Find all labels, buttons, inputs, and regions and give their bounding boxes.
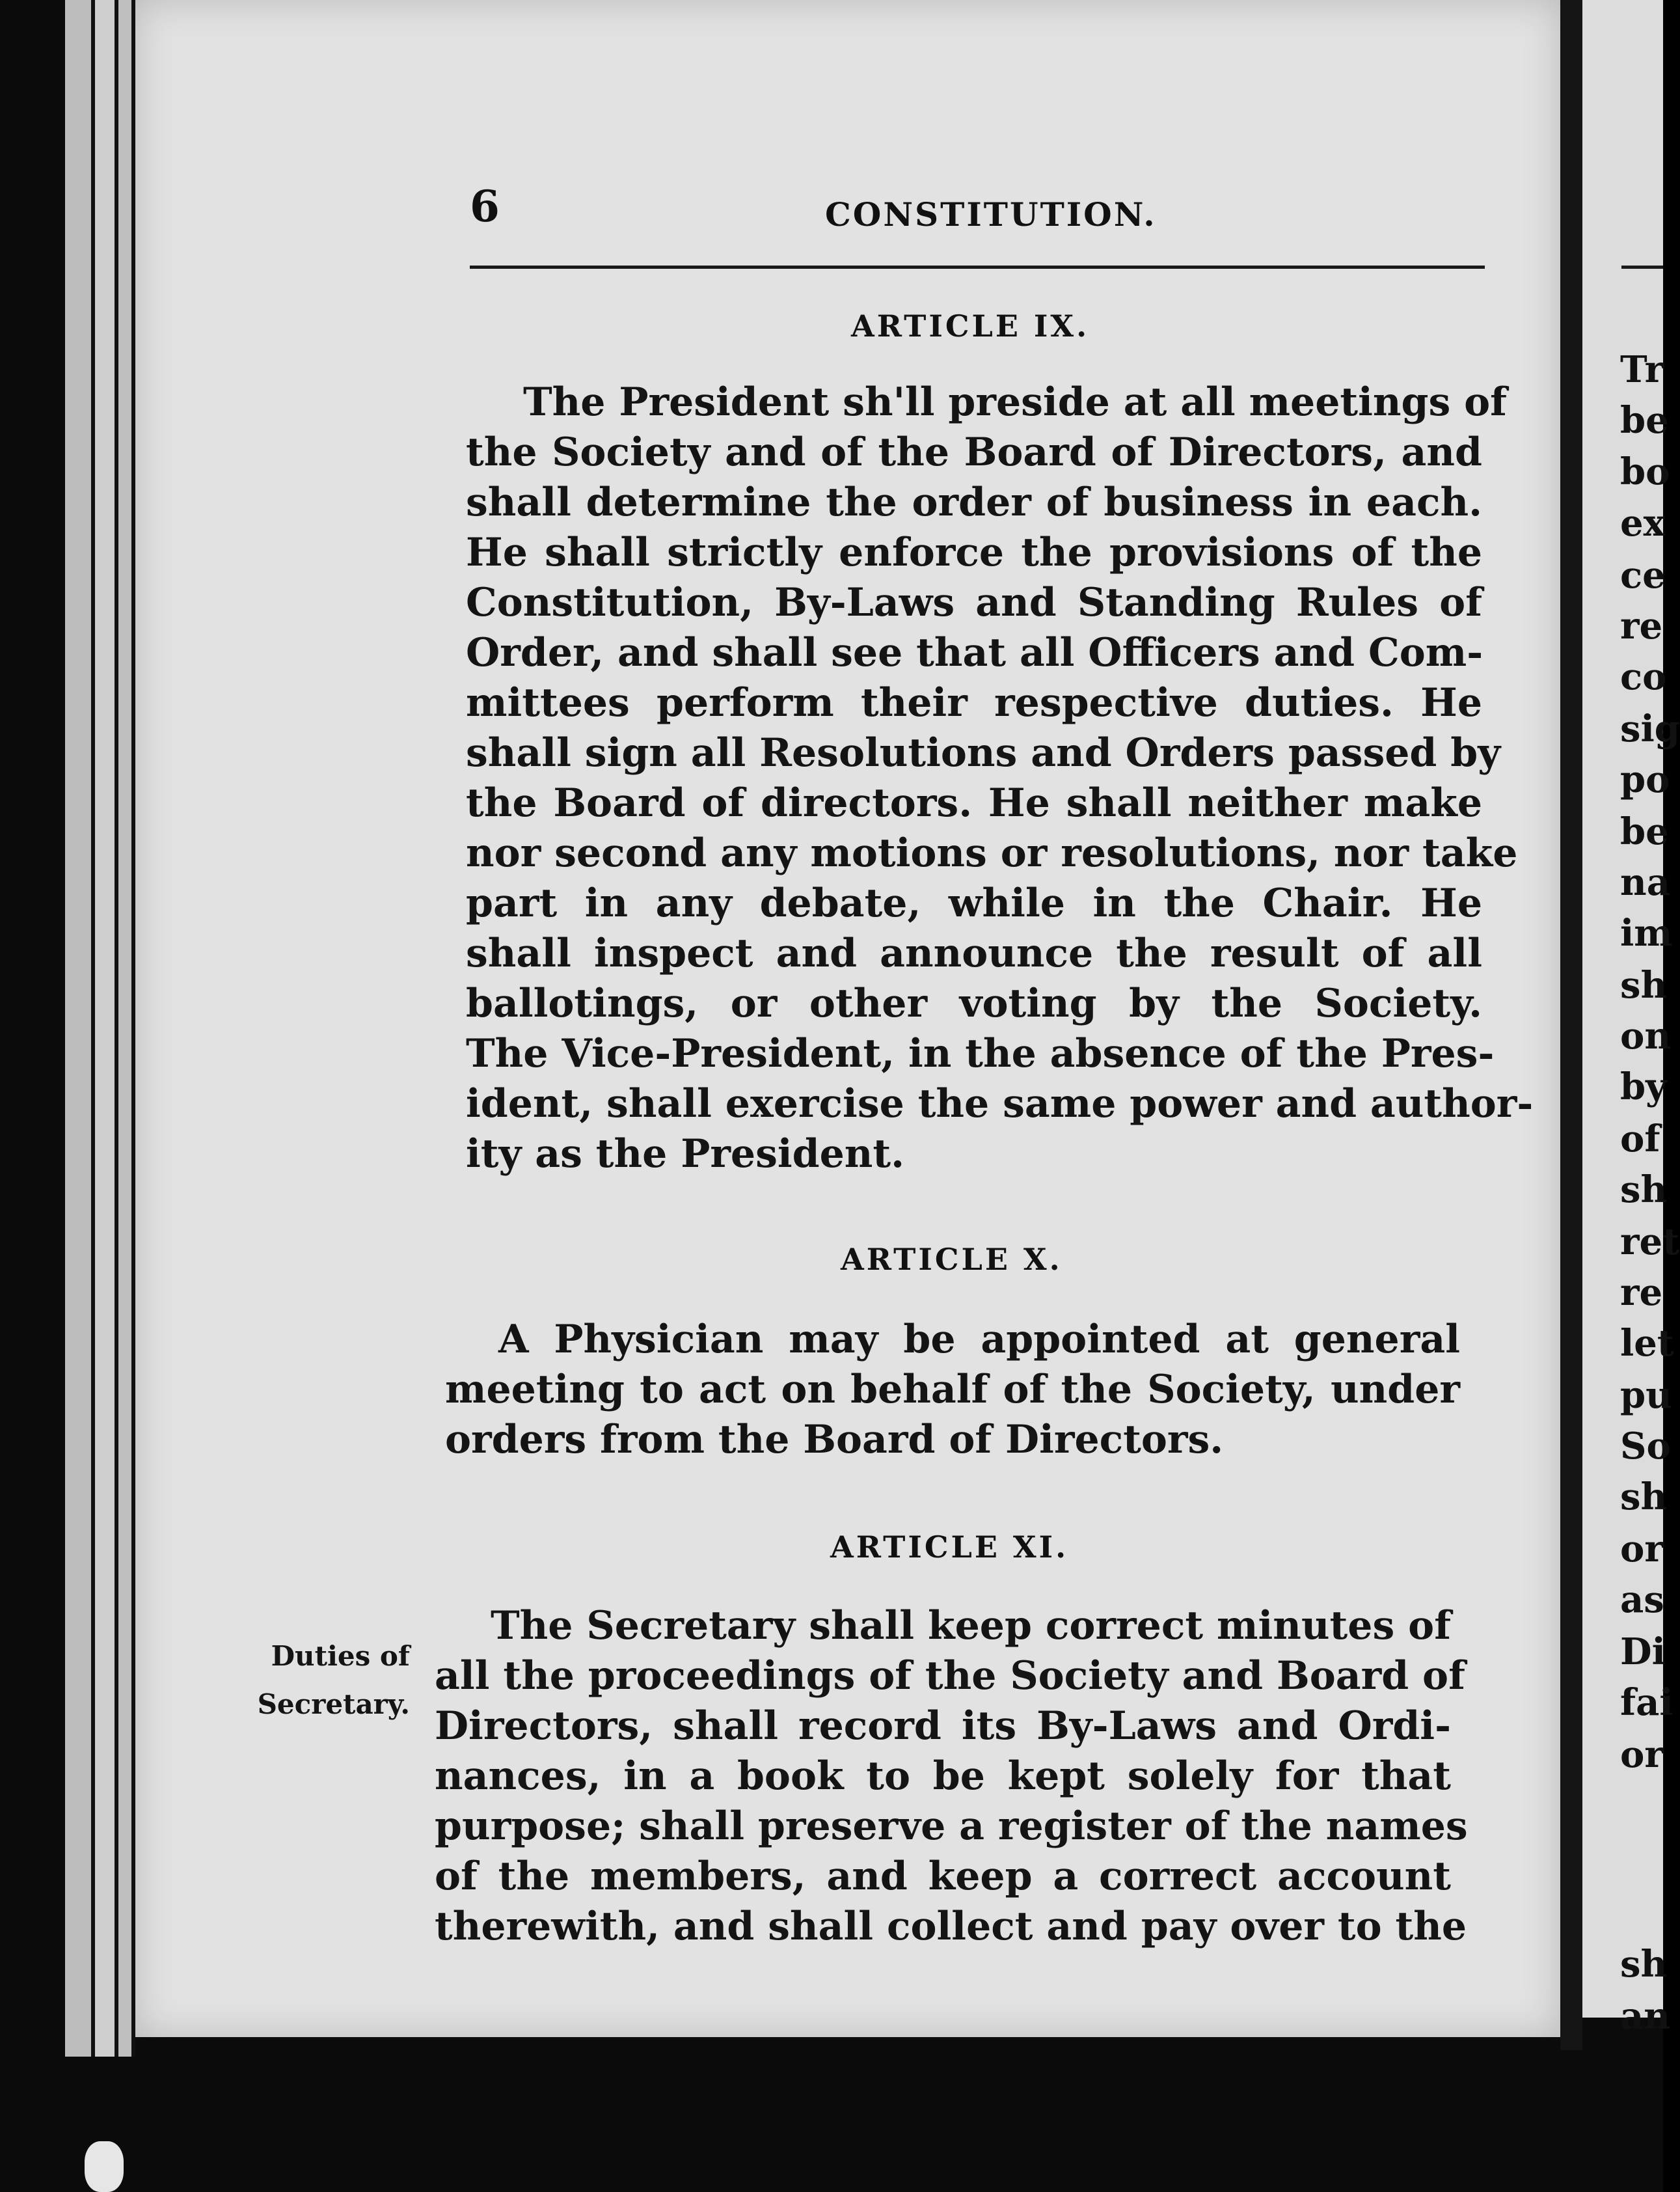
- facing-page-fragment: sh: [1620, 1943, 1668, 1986]
- text-line: mittees perform their respective duties. He: [466, 680, 1482, 726]
- facing-page-fragment: po: [1620, 758, 1670, 801]
- text-line: He shall strictly enforce the provisions of the: [466, 530, 1482, 575]
- text-line: The Secretary shall keep correct minutes of: [491, 1603, 1451, 1649]
- scan-blemish: [85, 2141, 124, 2192]
- facing-page-fragment: sh: [1620, 1475, 1668, 1518]
- facing-page-fragment: ret: [1620, 1220, 1679, 1263]
- text-line: purpose; shall preserve a register of the names: [435, 1803, 1468, 1849]
- facing-page-fragment: be: [1620, 399, 1669, 442]
- facing-page-fragment: by: [1620, 1065, 1667, 1108]
- article-heading: ARTICLE X.: [841, 1242, 1063, 1277]
- sidenote-line: Duties of: [271, 1640, 410, 1672]
- text-line: The Vice-President, in the absence of the Pres-: [466, 1031, 1495, 1076]
- article-paragraph: [435, 1601, 1468, 1952]
- facing-page-fragment: or: [1620, 1733, 1664, 1776]
- facing-page-fragment: ex: [1620, 502, 1666, 545]
- facing-page-fragment: as: [1620, 1578, 1664, 1621]
- page-edge: [118, 0, 135, 2057]
- text-line: A Physician may be appointed at general: [498, 1317, 1460, 1362]
- article-heading: ARTICLE IX.: [851, 308, 1090, 344]
- facing-page-fragment: re: [1620, 1271, 1663, 1314]
- book-gutter: [1560, 0, 1582, 2050]
- facing-page-fragment: re: [1620, 605, 1663, 648]
- facing-page-fragment: sig: [1620, 707, 1680, 750]
- text-line: nor second any motions or resolutions, nor take: [466, 830, 1518, 876]
- facing-page-fragment: co: [1620, 655, 1667, 698]
- facing-page-fragment: bo: [1620, 450, 1670, 493]
- text-line: orders from the Board of Directors.: [445, 1417, 1224, 1462]
- facing-page-fragment: sh: [1620, 1168, 1668, 1211]
- facing-page-fragment: be: [1620, 810, 1669, 853]
- article-paragraph: [445, 1315, 1460, 1465]
- facing-page-fragment: of: [1620, 1117, 1660, 1160]
- header-rule: [470, 266, 1485, 269]
- page-number: 6: [470, 181, 500, 232]
- text-line: nances, in a book to be kept solely for that: [435, 1753, 1451, 1799]
- facing-page-fragment: or: [1620, 1528, 1664, 1570]
- facing-header-rule: [1621, 266, 1663, 269]
- text-line: all the proceedings of the Society and Board of: [435, 1653, 1465, 1699]
- text-line: shall determine the order of business in each.: [466, 480, 1482, 525]
- text-line: therewith, and shall collect and pay over to the: [435, 1904, 1467, 1949]
- facing-page-fragment: sh: [1620, 964, 1668, 1007]
- text-line: ity as the President.: [466, 1131, 905, 1177]
- page-edge: [95, 0, 118, 2057]
- facing-page-fragment: na: [1620, 861, 1670, 904]
- text-line: of the members, and keep a correct account: [435, 1854, 1451, 1899]
- facing-page-fragment: So: [1620, 1425, 1671, 1468]
- text-line: part in any debate, while in the Chair. He: [466, 881, 1482, 926]
- article-paragraph: [466, 377, 1534, 1179]
- text-line: Directors, shall record its By-Laws and Ordi-: [435, 1703, 1451, 1749]
- page-edge: [65, 0, 95, 2057]
- facing-page-fragment: an: [1620, 1995, 1670, 2038]
- text-line: Constitution, By-Laws and Standing Rules of: [466, 580, 1482, 625]
- text-line: The President sh'll preside at all meetings of: [523, 379, 1507, 425]
- text-line: shall inspect and announce the result of all: [466, 931, 1482, 976]
- running-head: CONSTITUTION.: [825, 195, 1157, 234]
- facing-page-fragment: fai: [1620, 1681, 1673, 1724]
- facing-page-fragment: Tr: [1620, 348, 1664, 391]
- facing-page-fragment: im: [1620, 912, 1673, 955]
- facing-page-fragment: Di: [1620, 1630, 1666, 1673]
- text-line: ident, shall exercise the same power and author-: [466, 1081, 1534, 1127]
- text-line: Order, and shall see that all Officers and Com-: [466, 630, 1484, 676]
- sidenote-line: Secretary.: [257, 1688, 410, 1720]
- article-heading: ARTICLE XI.: [830, 1529, 1069, 1565]
- facing-page-fragment: pu: [1620, 1374, 1672, 1417]
- text-line: meeting to act on behalf of the Society, under: [445, 1367, 1460, 1412]
- margin-sidenote: [234, 1632, 410, 1729]
- facing-page-fragment: ce: [1620, 554, 1666, 597]
- text-line: the Society and of the Board of Directors, and: [466, 430, 1482, 475]
- text-line: shall sign all Resolutions and Orders passed by: [466, 730, 1501, 776]
- facing-page-fragment: on: [1620, 1015, 1672, 1058]
- text-line: the Board of directors. He shall neither make: [466, 780, 1482, 826]
- text-line: ballotings, or other voting by the Society.: [466, 981, 1482, 1026]
- facing-page-fragment: let: [1620, 1322, 1674, 1365]
